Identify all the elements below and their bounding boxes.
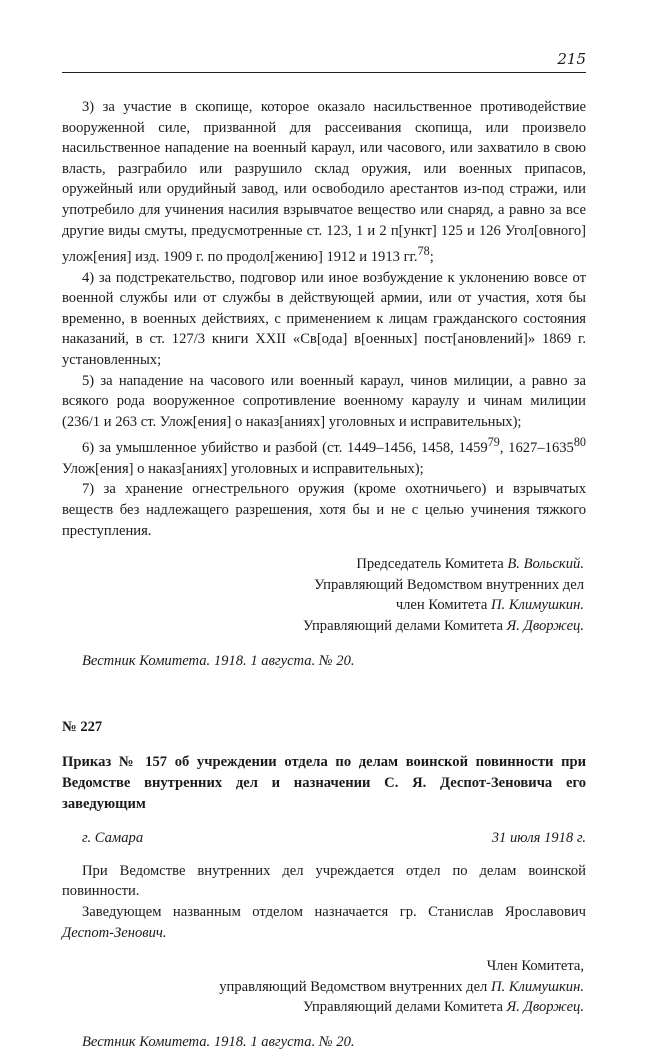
body-paragraph: При Ведомстве внутренних дел учреждается отдел по делам воинской повинности. — [62, 862, 586, 900]
signature-line: Член Комитета, — [486, 958, 584, 975]
signature-block-2 — [62, 956, 586, 1018]
footnote-ref-80[interactable]: 80 — [573, 435, 586, 450]
document-place: г. Самара — [82, 830, 144, 847]
signature-line: Управляющий делами Комитета Я. Дворжец. — [302, 999, 584, 1016]
document-body — [62, 861, 586, 943]
source-citation: Вестник Комитета. 1918. 1 августа. № 20. — [82, 1033, 355, 1050]
page-number: 215 — [557, 50, 586, 68]
list-item-4: 4) за подстрекательство, подговор или иное возбуждение к уклонению вовсе от военной службы или от службы в действующей армии, или от участия, хотя бы временно, в военных действиях, с применением к лицам гражданского состояния наказаний, в ст. 127/3 книги XXII «Св[ода] в[оенных] пост[ановлений]» 1869 г. установленных; — [62, 269, 586, 368]
body-paragraph: Заведующем названным отделом назначается гр. Станислав Ярославович Деспот-Зенович. — [62, 903, 586, 941]
footnote-ref-78[interactable]: 78 — [417, 244, 430, 259]
list-item-5: 5) за нападение на часового или военный караул, чинов милиции, а равно за всякого рода вооруженное сопротивление военному караулу и чинам милиции (236/1 и 263 ст. Улож[ения] о наказ[аниях] уголовных и исправительных); — [62, 372, 586, 430]
header-rule — [62, 72, 586, 73]
list-item-3: 3) за участие в скопище, которое оказало насильственное противодействие вооруженной силе, призванной для рассеивания скопища, или произвело насильственное нападение на военный караул, или часового, или захватило в свою власть, разграбило или разрушило склад оружия, или военных припасов, оружейный или орудийный завод, или освободило арестантов из-под стражи, или употребило для учинения насилия взрывчатое вещество или снаряд, а равно за все другие виды смуты, предусмотренные ст. 123, 1 и 2 п[ункт] 125 и 126 Угол[овного] улож[ения] изд. 1909 г. по продол[жению] 1912 и 1913 гг.$^{78}$; — [62, 99, 586, 266]
signature-line: член Комитета П. Климушкин. — [395, 597, 584, 614]
place-date-line — [62, 828, 586, 849]
document-title: Приказ № 157 об учреждении отдела по делам воинской повинности при Ведомстве внутренних дел и назначении С. Я. Деспот-Зеновича его заведующим — [62, 754, 586, 812]
page-content — [62, 97, 586, 1052]
footnote-ref-79[interactable]: 79 — [487, 435, 500, 450]
document-number: № 227 — [62, 719, 103, 736]
list-item-6: 6) за умышленное убийство и разбой (ст. 1449–1456, 1458, 1459$^{79}$, 1627–1635$^{80}$ Улож[ения] о наказ[аниях] уголовных и исправительных); — [62, 435, 586, 477]
source-citation: Вестник Комитета. 1918. 1 августа. № 20. — [82, 652, 355, 669]
document-date: 31 июля 1918 г. — [491, 830, 586, 847]
signature-line: Управляющий Ведомством внутренних дел — [314, 576, 584, 593]
signature-line: управляющий Ведомством внутренних дел П. Климушкин. — [219, 978, 584, 995]
list-item-7: 7) за хранение огнестрельного оружия (кроме охотничьего) и взрывчатых веществ без надлежащего разрешения, хотя бы и не с целью учинения тяжкого преступления. — [62, 481, 586, 539]
signature-line: Председатель Комитета В. Вольский. — [356, 556, 584, 573]
signature-block-1 — [62, 554, 586, 636]
signature-line: Управляющий делами Комитета Я. Дворжец. — [302, 617, 584, 634]
